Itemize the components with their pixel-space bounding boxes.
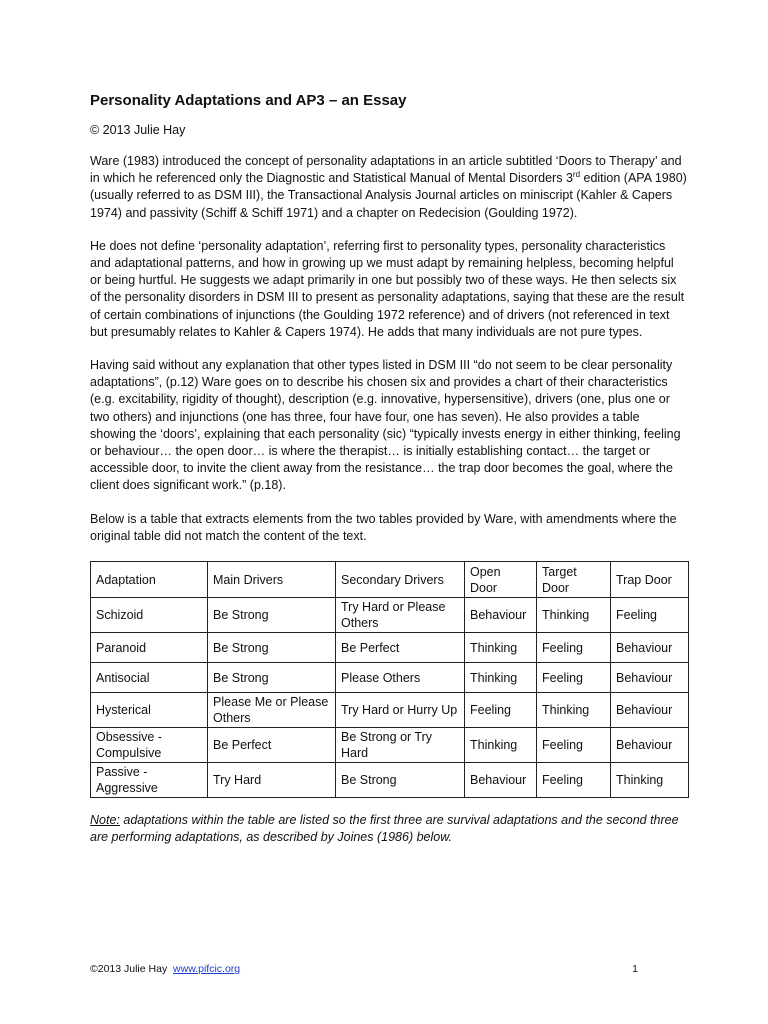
table-cell: Be Strong xyxy=(208,663,336,693)
table-row xyxy=(91,728,689,763)
table-cell: Try Hard or Hurry Up xyxy=(336,693,465,728)
table-cell: Thinking xyxy=(537,693,611,728)
table-cell: Try Hard xyxy=(208,763,336,798)
footer-copyright: ©2013 Julie Hay xyxy=(90,963,168,975)
table-cell: Please Others xyxy=(336,663,465,693)
table-header-cell: Trap Door xyxy=(611,562,689,598)
table-cell: Please Me or Please Others xyxy=(208,693,336,728)
note-label: Note: xyxy=(90,813,120,828)
table-cell: Behaviour xyxy=(611,693,689,728)
table-row xyxy=(91,663,689,693)
paragraph-1-superscript: rd xyxy=(572,170,581,180)
table-cell: Behaviour xyxy=(465,598,537,633)
table-cell: Feeling xyxy=(537,728,611,763)
table-cell: Behaviour xyxy=(465,763,537,798)
table-cell: Hysterical xyxy=(91,693,208,728)
page-number: 1 xyxy=(632,963,638,975)
paragraph-1 xyxy=(90,153,688,222)
table-cell: Be Strong xyxy=(336,763,465,798)
table-cell: Feeling xyxy=(537,663,611,693)
table-cell: Antisocial xyxy=(91,663,208,693)
note-text: adaptations within the table are listed so the first three are survival adaptations and the second three are performing adaptations, as described by Joines (1986) below. xyxy=(90,813,679,845)
table-cell: Feeling xyxy=(537,633,611,663)
adaptations-table xyxy=(90,561,689,798)
table-header-row xyxy=(91,562,689,598)
paragraph-1-text-a: Ware (1983) introduced the concept of personality adaptations in an article subtitled ‘Doors to Therapy’ and in which he referenced only the Diagnostic and Statistical Manual of Mental Disorders 3 xyxy=(90,154,682,186)
table-cell: Behaviour xyxy=(611,633,689,663)
document-title: Personality Adaptations and AP3 – an Essay xyxy=(90,92,407,109)
table-cell: Passive - Aggressive xyxy=(91,763,208,798)
table-cell: Be Strong xyxy=(208,598,336,633)
document-body xyxy=(90,92,688,846)
table-cell: Thinking xyxy=(465,728,537,763)
table-row xyxy=(91,633,689,663)
table-cell: Behaviour xyxy=(611,728,689,763)
table-header-cell: Adaptation xyxy=(91,562,208,598)
table-header-cell: Secondary Drivers xyxy=(336,562,465,598)
table-cell: Paranoid xyxy=(91,633,208,663)
table-header-cell: Main Drivers xyxy=(208,562,336,598)
table-row xyxy=(91,693,689,728)
table-cell: Thinking xyxy=(465,633,537,663)
table-row xyxy=(91,598,689,633)
table-cell: Feeling xyxy=(537,763,611,798)
table-header-cell: Open Door xyxy=(465,562,537,598)
table-cell: Behaviour xyxy=(611,663,689,693)
table-cell: Obsessive - Compulsive xyxy=(91,728,208,763)
table-cell: Be Perfect xyxy=(208,728,336,763)
table-cell: Be Strong or Try Hard xyxy=(336,728,465,763)
table-cell: Try Hard or Please Others xyxy=(336,598,465,633)
paragraph-2: He does not define ‘personality adaptation’, referring first to personality types, personality characteristics and adaptational patterns, and how in growing up we must adapt by remaining helpless, becoming helpful or being hurtful. He suggests we adapt primarily in one but possibly two of these ways. He then selects six of the personality disorders in DSM III to present as personality adaptations, saying that these are the result of certain combinations of injunctions (the Goulding 1972 reference) and of drivers (not referenced in text but presumably relates to Kahler & Capers 1974). He adds that many individuals are not pure types. xyxy=(90,238,685,339)
table-header-cell: Target Door xyxy=(537,562,611,598)
table-cell: Be Perfect xyxy=(336,633,465,663)
document-copyright: © 2013 Julie Hay xyxy=(90,123,186,137)
table-cell: Thinking xyxy=(465,663,537,693)
table-row xyxy=(91,763,689,798)
footer-website-link[interactable]: www.pifcic.org xyxy=(173,963,241,975)
table-cell: Feeling xyxy=(465,693,537,728)
paragraph-4: Below is a table that extracts elements from the two tables provided by Ware, with amendments where the original table did not match the content of the text. xyxy=(90,511,677,543)
paragraph-3: Having said without any explanation that other types listed in DSM III “do not seem to be clear personality adaptations”, (p.12) Ware goes on to describe his chosen six and provides a chart of their characteristics (e.g. excitability, rigidity of thought), description (e.g. innovative, hypersensitive), drivers (one, plus one or two others) and injunctions (one has three, four have four, one has seven). He also provides a table showing the ‘doors’, explaining that each personality (sic) “typically invests energy in either thinking, feeling or behaviour… the open door… is where the therapist… is initially establishing contact… the target or accessible door, to invite the client away from the resistance… the trap door becomes the goal, where the client does significant work.” (p.18). xyxy=(90,358,681,493)
table-cell: Thinking xyxy=(611,763,689,798)
table-cell: Be Strong xyxy=(208,633,336,663)
table-note xyxy=(90,812,688,846)
table-cell: Feeling xyxy=(611,598,689,633)
page-footer xyxy=(90,963,638,975)
paragraph-1-text-b: edition (APA 1980) (usually referred to as DSM III), the Transactional Analysis Journal articles on miniscript (Kahler & Capers 1974) and passivity (Schiff & Schiff 1971) and a chapter on Redecision (Goulding 1972). xyxy=(90,171,687,220)
footer-left xyxy=(90,963,240,975)
table-cell: Schizoid xyxy=(91,598,208,633)
table-cell: Thinking xyxy=(537,598,611,633)
